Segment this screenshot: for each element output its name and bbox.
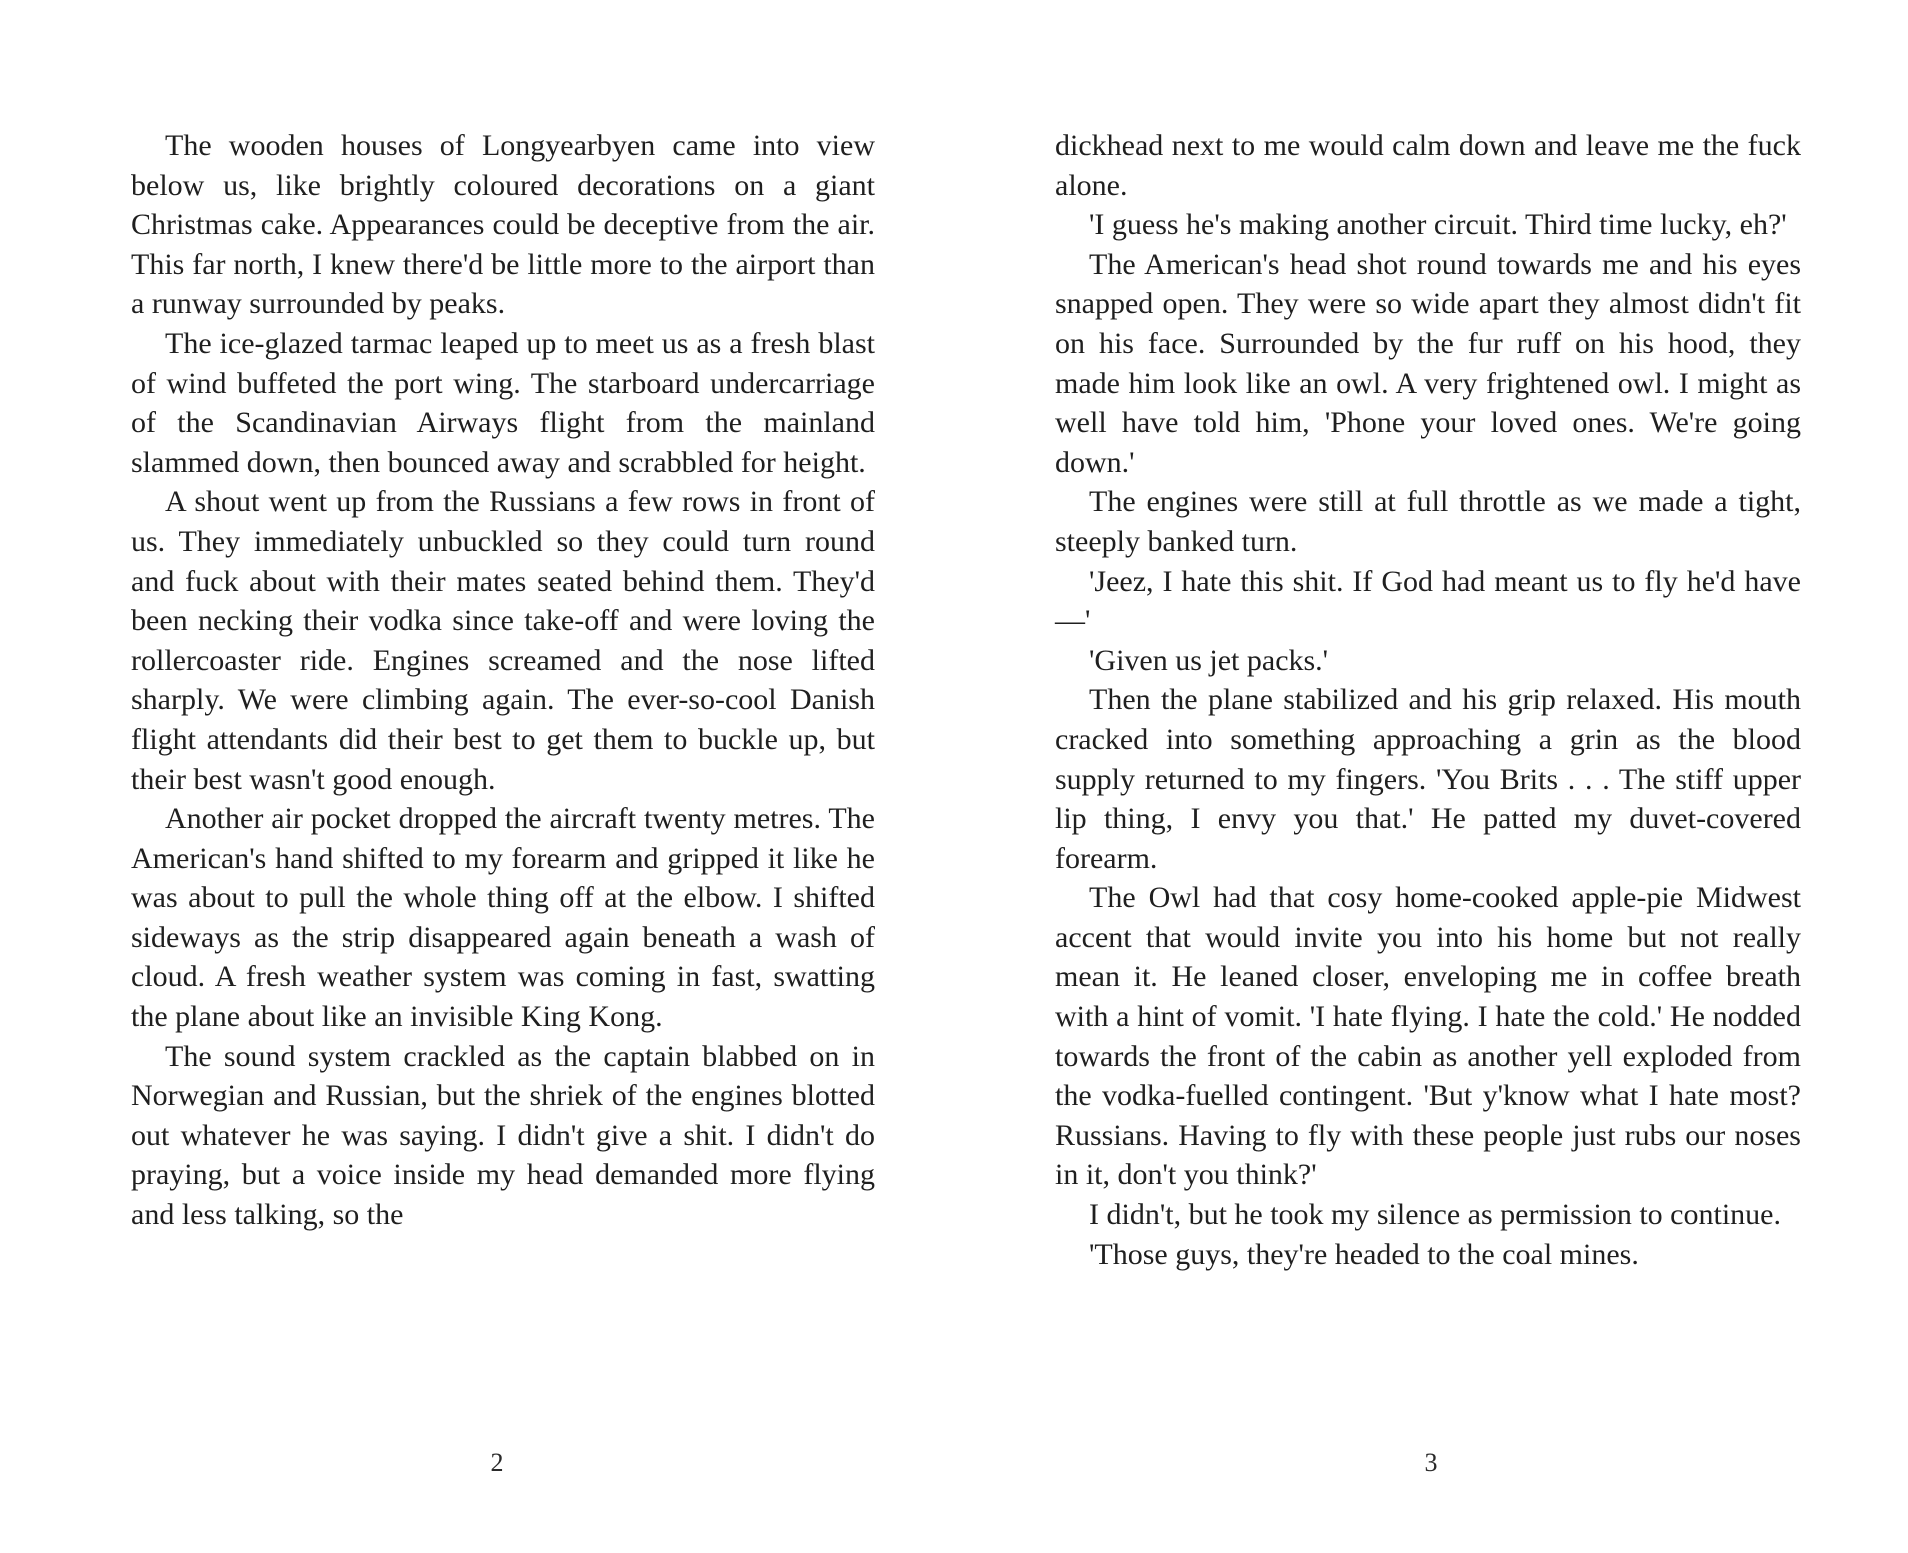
paragraph: The sound system crackled as the captain blabbed on in Norwegian and Russian, but the shriek of the engines blotted out whatever he was saying. I didn't give a shit. I didn't do praying, but a voice inside my head demanded more flying and less talking, so the (131, 1039, 875, 1232)
paragraph: I didn't, but he took my silence as permission to continue. (1089, 1198, 1781, 1232)
paragraph: A shout went up from the Russians a few rows in front of us. They immediately unbuckled so they could turn round and fuck about with their mates seated behind them. They'd been necking their vodka since take-off and were loving the rollercoaster ride. Engines screamed and the nose lifted sharply. We were climbing again. The ever-so-cool Danish flight attendants did their best to get them to buckle up, but their best wasn't good enough. (131, 485, 875, 796)
paragraph: 'Given us jet packs.' (1089, 643, 1329, 677)
paragraph: 'I guess he's making another circuit. Third time lucky, eh?' (1089, 208, 1787, 242)
paragraph: The ice-glazed tarmac leaped up to meet us as a fresh blast of wind buffeted the port wing. The starboard undercarriage of the Scandinavian Airways flight from the mainland slammed down, then bounced away and scrabbled for height. (131, 326, 875, 479)
paragraph: Then the plane stabilized and his grip relaxed. His mouth cracked into something approaching a grin as the blood supply returned to my fingers. 'You Brits . . . The stiff upper lip thing, I envy you that.' He patted my duvet-covered forearm. (1055, 683, 1801, 875)
paragraph: Another air pocket dropped the aircraft twenty metres. The American's hand shifted to my forearm and gripped it like he was about to pull the whole thing off at the elbow. I shifted sideways as the strip disappeared again beneath a wash of cloud. A fresh weather system was coming in fast, swatting the plane about like an invisible King Kong. (131, 802, 875, 1034)
paragraph: The Owl had that cosy home-cooked apple-pie Midwest accent that would invite you into his home but not really mean it. He leaned closer, enveloping me in coffee breath with a hint of vomit. 'I hate flying. I hate the cold.' He nodded towards the front of the cabin as another yell exploded from the vodka-fuelled contingent. 'But y'know what I hate most? Russians. Having to fly with these people just rubs our noses in it, don't you think?' (1055, 881, 1801, 1192)
right-page (954, 0, 1908, 1553)
page-number: 3 (1424, 1448, 1438, 1477)
paragraph: 'Jeez, I hate this shit. If God had meant us to fly he'd have—' (1055, 564, 1801, 638)
right-page-body (1055, 126, 1801, 1274)
paragraph-continuation: dickhead next to me would calm down and leave me the fuck alone. (1055, 129, 1801, 202)
paragraph: The engines were still at full throttle as we made a tight, steeply banked turn. (1055, 485, 1801, 558)
paragraph: The wooden houses of Longyearbyen came into view below us, like brightly coloured decorations on a giant Christmas cake. Appearances could be deceptive from the air. This far north, I knew there'd be little more to the airport than a runway surrounded by peaks. (131, 129, 875, 321)
left-page-body (131, 126, 875, 1235)
paragraph: 'Those guys, they're headed to the coal mines. (1089, 1237, 1639, 1271)
paragraph: The American's head shot round towards me and his eyes snapped open. They were so wide apart they almost didn't fit on his face. Surrounded by the fur ruff on his hood, they made him look like an owl. A very frightened owl. I might as well have told him, 'Phone your loved ones. We're going down.' (1055, 247, 1801, 479)
page-number: 2 (490, 1448, 504, 1477)
